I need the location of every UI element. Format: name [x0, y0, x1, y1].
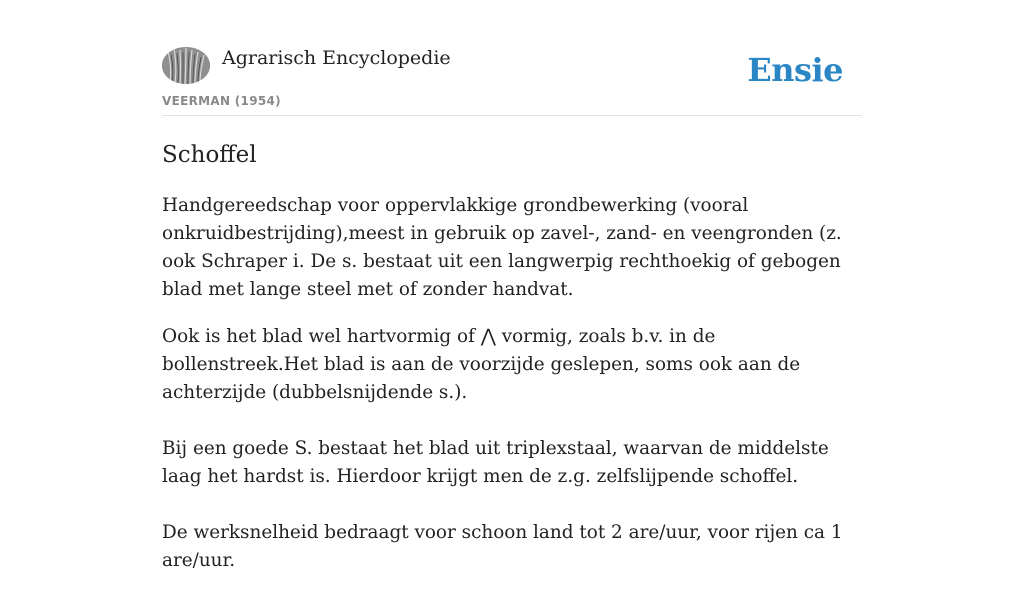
source-meta: VEERMAN (1954) — [162, 94, 281, 108]
entry-paragraph: Handgereedschap voor oppervlakkige grondbewerking (vooral onkruidbestrijding),meest in gebruik op zavel-, zand- en veengronden (z. ook Schraper i. De s. bestaat uit een langwerpig rechthoekig of gebogen blad met lange steel met of zonder handvat. — [162, 195, 842, 300]
entry-body — [162, 192, 862, 594]
entry-paragraph: Bij een goede S. bestaat het blad uit triplexstaal, waarvan de middelste laag het hardst is. Hierdoor krijgt men de z.g. zelfslijpende schoffel. — [162, 438, 829, 487]
ensie-logo[interactable]: Ensie — [747, 51, 843, 89]
wheat-image-icon[interactable] — [162, 47, 210, 84]
entry-paragraph: Ook is het blad wel hartvormig of ⋀ vormig, zoals b.v. in de bollenstreek.Het blad is aan de voorzijde geslepen, soms ook aan de achterzijde (dubbelsnijdende s.). — [162, 326, 801, 403]
entry-paragraph: De werksnelheid bedraagt voor schoon land tot 2 are/uur, voor rijen ca 1 are/uur. — [162, 522, 843, 571]
entry-title: Schoffel — [162, 142, 257, 168]
entry-page — [162, 0, 862, 571]
source-title[interactable]: Agrarisch Encyclopedie — [222, 47, 451, 69]
source-header — [162, 0, 862, 116]
